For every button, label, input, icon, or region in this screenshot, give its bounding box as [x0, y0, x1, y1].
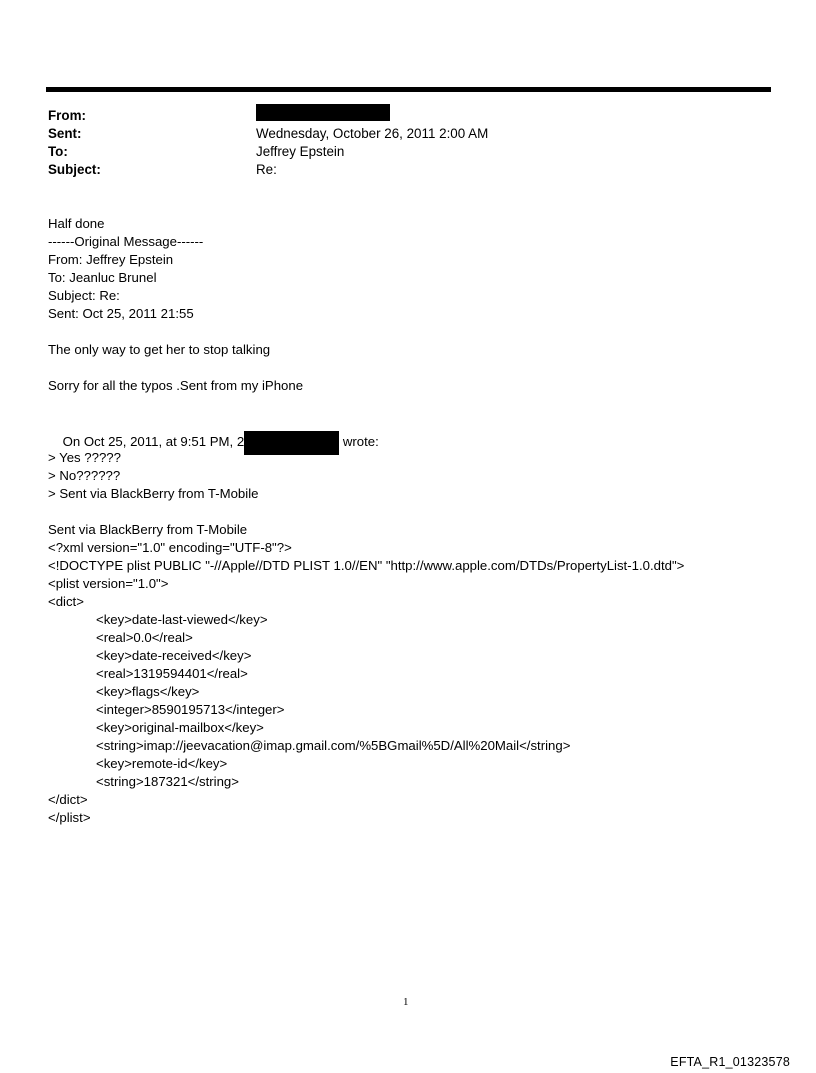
dict-line: <integer>8590195713</integer> — [96, 702, 285, 717]
dict-line: <key>date-received</key> — [96, 648, 252, 663]
from-label: From: — [48, 108, 86, 123]
body-intro: Half done — [48, 216, 105, 231]
dict-open: <dict> — [48, 594, 84, 609]
body-stop-talking: The only way to get her to stop talking — [48, 342, 271, 357]
wrote-prefix: On Oct 25, 2011, at 9:51 PM, 2 — [62, 434, 245, 449]
page-number: 1 — [403, 996, 409, 1008]
dict-line: <real>1319594401</real> — [96, 666, 248, 681]
quoted-attribution — [48, 413, 778, 449]
redacted-from-address — [256, 104, 390, 121]
dict-close: </dict> — [48, 792, 88, 807]
plist-doctype: <!DOCTYPE plist PUBLIC "-//Apple//DTD PLIST 1.0//EN" "http://www.apple.com/DTDs/PropertyList-1.0.dtd"> — [48, 558, 685, 573]
to-value: Jeffrey Epstein — [256, 144, 345, 159]
quote-line-1: > Yes ????? — [48, 450, 121, 465]
dict-line: <key>date-last-viewed</key> — [96, 612, 268, 627]
dict-line: <string>imap://jeevacation@imap.gmail.com/%5BGmail%5D/All%20Mail</string> — [96, 738, 571, 753]
email-body — [48, 215, 778, 827]
dict-line: <key>original-mailbox</key> — [96, 720, 264, 735]
plist-close: </plist> — [48, 810, 91, 825]
wrote-suffix: wrote: — [339, 434, 379, 449]
sent-via-line: Sent via BlackBerry from T-Mobile — [48, 522, 248, 537]
body-typos: Sorry for all the typos .Sent from my iPhone — [48, 378, 304, 393]
dict-line: <key>remote-id</key> — [96, 756, 228, 771]
to-label: To: — [48, 144, 68, 159]
dict-line: <string>187321</string> — [96, 774, 239, 789]
quote-line-2: > No?????? — [48, 468, 121, 483]
original-to: To: Jeanluc Brunel — [48, 270, 157, 285]
dict-line: <real>0.0</real> — [96, 630, 193, 645]
sent-value: Wednesday, October 26, 2011 2:00 AM — [256, 126, 489, 141]
xml-declaration: <?xml version="1.0" encoding="UTF-8"?> — [48, 540, 292, 555]
original-sent: Sent: Oct 25, 2011 21:55 — [48, 306, 194, 321]
subject-label: Subject: — [48, 162, 101, 177]
original-message-divider: ------Original Message------ — [48, 234, 204, 249]
original-subject: Subject: Re: — [48, 288, 120, 303]
redacted-sender — [244, 431, 339, 455]
original-from: From: Jeffrey Epstein — [48, 252, 174, 267]
document-id: EFTA_R1_01323578 — [670, 1055, 790, 1069]
plist-open: <plist version="1.0"> — [48, 576, 169, 591]
dict-line: <key>flags</key> — [96, 684, 200, 699]
sent-label: Sent: — [48, 126, 82, 141]
subject-value: Re: — [256, 162, 277, 177]
quote-line-3: > Sent via BlackBerry from T-Mobile — [48, 486, 259, 501]
header-rule — [46, 87, 771, 92]
